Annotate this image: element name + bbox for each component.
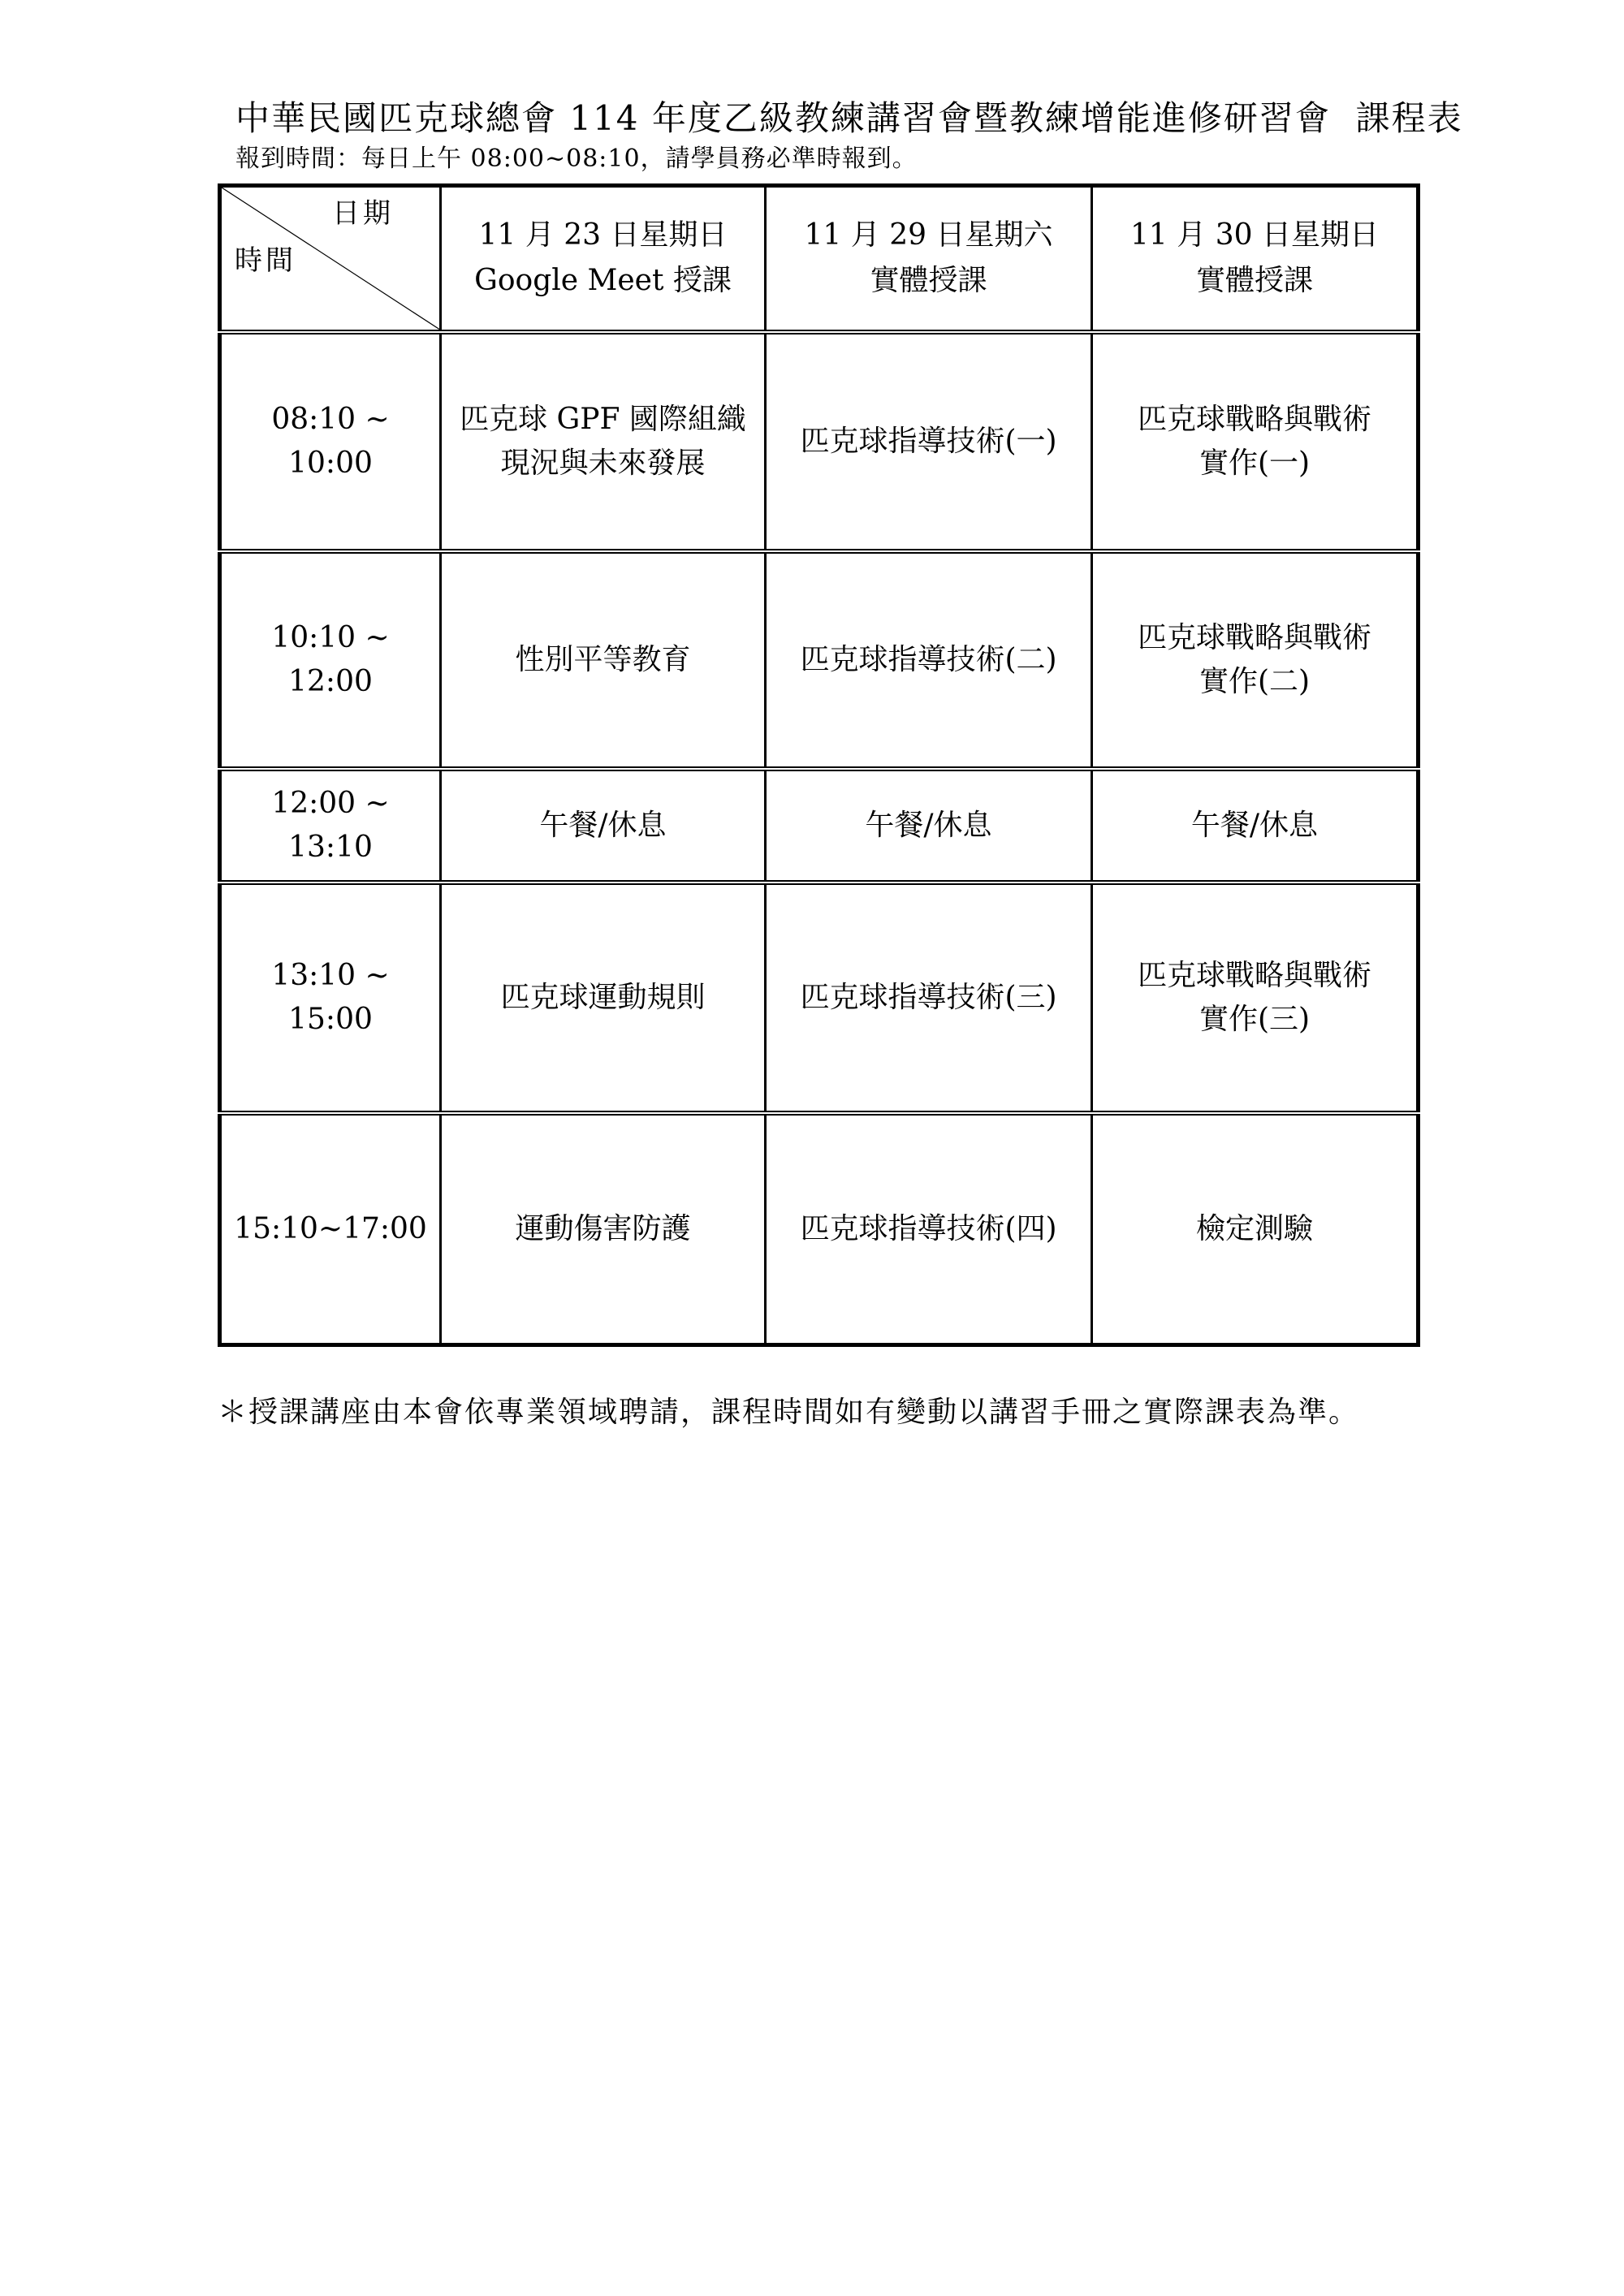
session-cell <box>766 769 1092 883</box>
table-row <box>220 332 1419 551</box>
session-line: 午餐/休息 <box>865 808 992 842</box>
session-line: 現況與未來發展 <box>500 446 706 480</box>
session-line: 匹克球指導技術(一) <box>800 424 1057 458</box>
session-cell <box>1092 883 1419 1113</box>
session-line: 匹克球指導技術(四) <box>800 1211 1057 1245</box>
session-line: 匹克球指導技術(二) <box>800 642 1057 676</box>
day-header-2 <box>766 186 1092 332</box>
session-cell <box>766 332 1092 551</box>
document-title: 中華民國匹克球總會 114 年度乙級教練講習會暨教練增能進修研習會 課程表 <box>235 98 1463 138</box>
day-date: 11 月 29 日星期六 <box>804 218 1053 252</box>
session-cell <box>441 883 766 1113</box>
day-mode: 實體授課 <box>870 264 987 298</box>
session-line: 匹克球戰略與戰術 <box>1137 958 1371 992</box>
header-row <box>220 186 1419 332</box>
checkin-note: 報到時間：每日上午 08:00~08:10，請學員務必準時報到。 <box>235 145 918 173</box>
session-line: 午餐/休息 <box>539 808 667 842</box>
session-line: 實作(二) <box>1199 664 1311 698</box>
session-line: 實作(三) <box>1199 1002 1311 1036</box>
day-date: 11 月 23 日星期日 <box>478 218 728 252</box>
day-header-3 <box>1092 186 1419 332</box>
day-mode: Google Meet 授課 <box>474 264 732 298</box>
day-header-1 <box>441 186 766 332</box>
day-mode: 實體授課 <box>1195 264 1313 298</box>
corner-date-label: 日期 <box>332 197 394 230</box>
session-cell <box>766 883 1092 1113</box>
corner-time-label: 時間 <box>235 244 296 277</box>
session-cell <box>441 551 766 769</box>
session-cell <box>1092 332 1419 551</box>
time-slot: 12:00 ~ 13:10 <box>220 769 441 883</box>
corner-cell <box>220 186 441 332</box>
session-cell <box>1092 1113 1419 1345</box>
session-cell <box>766 1113 1092 1345</box>
session-cell <box>441 332 766 551</box>
session-line: 匹克球 GPF 國際組織 <box>460 402 746 436</box>
session-line: 匹克球指導技術(三) <box>800 980 1057 1014</box>
session-line: 匹克球戰略與戰術 <box>1137 620 1371 654</box>
session-line: 運動傷害防護 <box>515 1211 691 1245</box>
session-line: 匹克球運動規則 <box>500 980 706 1014</box>
footer-note: ＊授課講座由本會依專業領域聘請，課程時間如有變動以講習手冊之實際課表為準。 <box>218 1396 1360 1429</box>
session-cell <box>766 551 1092 769</box>
day-date: 11 月 30 日星期日 <box>1130 218 1379 252</box>
session-line: 實作(一) <box>1199 446 1311 480</box>
session-cell <box>1092 551 1419 769</box>
time-slot: 13:10 ~ 15:00 <box>220 883 441 1113</box>
table-row <box>220 551 1419 769</box>
schedule-table <box>218 183 1420 1347</box>
session-line: 性別平等教育 <box>515 642 691 676</box>
time-slot: 10:10 ~ 12:00 <box>220 551 441 769</box>
session-line: 午餐/休息 <box>1190 808 1319 842</box>
session-cell <box>1092 769 1419 883</box>
time-slot: 08:10 ~ 10:00 <box>220 332 441 551</box>
session-cell <box>441 1113 766 1345</box>
session-line: 檢定測驗 <box>1195 1211 1313 1245</box>
table-row <box>220 769 1419 883</box>
table-row <box>220 1113 1419 1345</box>
session-cell <box>441 769 766 883</box>
time-slot: 15:10~17:00 <box>220 1113 441 1345</box>
session-line: 匹克球戰略與戰術 <box>1137 402 1371 436</box>
table-row <box>220 883 1419 1113</box>
